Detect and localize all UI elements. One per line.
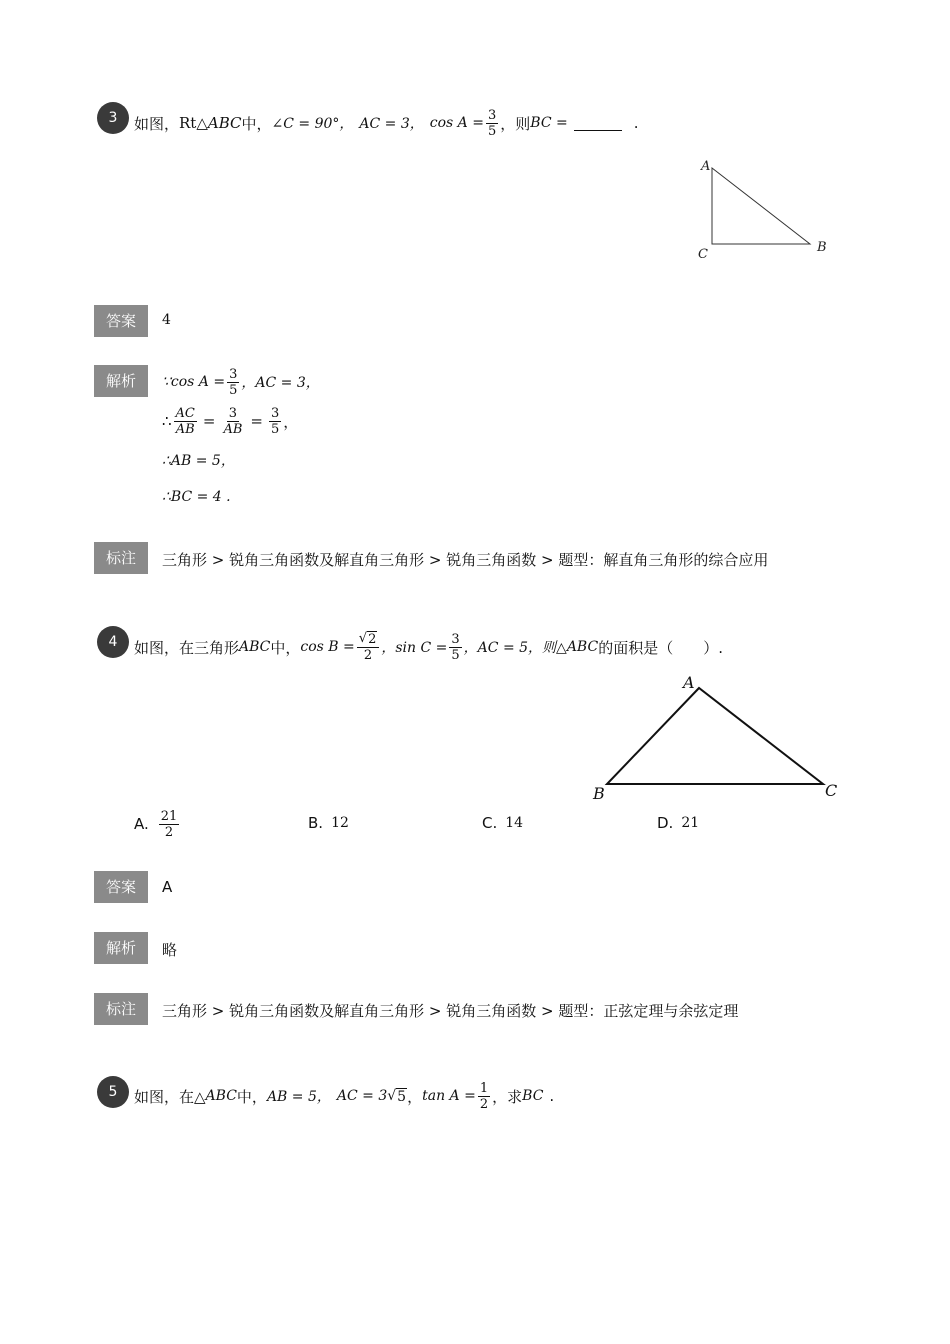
- option-c-label: C.: [482, 814, 498, 832]
- triangle-shape: [712, 168, 810, 244]
- analysis-tag: 解析: [94, 365, 148, 397]
- q5-mid: 中，: [236, 1087, 267, 1106]
- vertex-c-label: C: [698, 247, 708, 262]
- q4-mid: 中，: [270, 638, 301, 657]
- q5-tan: tan A =: [422, 1088, 476, 1104]
- q3-lead: 如图，: [134, 114, 180, 133]
- analysis-tag: 解析: [94, 932, 148, 964]
- option-d[interactable]: [657, 814, 699, 832]
- q4-cosb-fraction: √ 2 2: [357, 631, 380, 663]
- answer-tag: 答案: [94, 871, 148, 903]
- answer-value: 4: [162, 312, 171, 328]
- analysis-l1-pre: ∵cos A =: [162, 374, 226, 390]
- question-number-badge: 5: [97, 1076, 129, 1108]
- analysis-l2-fraction-3: $\frac{3}{5}$: [271, 405, 280, 437]
- sqrt-symbol: √ 2: [358, 631, 377, 647]
- analysis-l2-fraction-1: $\frac{AC}{AB}$: [175, 405, 195, 437]
- vertex-a-label: A: [701, 159, 711, 174]
- analysis-l1-fraction: $\frac{3}{5}$: [229, 366, 238, 398]
- note-text: 三角形 > 锐角三角函数及解直角三角形 > 锐角三角函数 > 题型：正弦定理与余弦定理: [162, 1002, 739, 1020]
- question-5-stem: [134, 1077, 554, 1115]
- vertex-a-label: A: [683, 673, 695, 692]
- option-a-fraction: $\frac{21}{2}$: [160, 808, 178, 840]
- option-b-value: 12: [331, 815, 349, 831]
- analysis-l1-post: ，AC = 3，: [241, 375, 320, 391]
- question-4-stem: [134, 626, 723, 668]
- q4-sinc: ，sin C =: [381, 640, 448, 656]
- option-a[interactable]: [134, 806, 181, 842]
- q5-abc: ABC: [205, 1088, 237, 1104]
- answer-value: A: [162, 878, 173, 896]
- analysis-line-2: [162, 401, 298, 441]
- q3-bc: BC =: [530, 115, 568, 131]
- answer-tag: 答案: [94, 305, 148, 337]
- question-number-badge: 3: [97, 102, 129, 134]
- option-d-label: D.: [657, 814, 674, 832]
- q3-abc: ABC: [207, 114, 242, 132]
- q5-tail: ，求: [492, 1087, 523, 1106]
- q3-ac: AC = 3，: [359, 116, 424, 132]
- option-d-value: 21: [681, 815, 700, 831]
- q4-abc2: ABC: [566, 639, 599, 655]
- q4-tail: 的面积是（ ）.: [598, 638, 723, 657]
- vertex-b-label: B: [593, 784, 605, 803]
- sqrt-symbol: √ 5: [387, 1087, 407, 1105]
- option-c-value: 14: [505, 815, 524, 831]
- analysis-l2-eq1: =: [202, 412, 216, 430]
- analysis-text: 略: [162, 941, 178, 959]
- q3-end: .: [633, 114, 639, 132]
- note-tag: 标注: [94, 542, 148, 574]
- option-b[interactable]: [308, 814, 349, 832]
- q3-then: ，则: [500, 114, 531, 133]
- analysis-line-3: ∴AB = 5，: [162, 453, 235, 469]
- q4-abc: ABC: [239, 639, 271, 655]
- analysis-line-4: ∴BC = 4 .: [162, 489, 231, 505]
- q5-ac-post: ，: [407, 1087, 423, 1106]
- note-text: 三角形 > 锐角三角函数及解直角三角形 > 锐角三角函数 > 题型：解直角三角形的综合应用: [162, 551, 769, 569]
- option-b-label: B.: [308, 814, 324, 832]
- question-number-badge: 4: [97, 626, 129, 658]
- q3-cos-fraction: $\frac{3}{5}$: [487, 107, 497, 139]
- vertex-c-label: C: [825, 781, 838, 800]
- analysis-l2-eq2: =: [250, 412, 263, 430]
- analysis-l2-fraction-2: $\frac{3}{AB}$: [223, 405, 243, 437]
- note-tag: 标注: [94, 993, 148, 1025]
- q5-ab: AB = 5，: [266, 1089, 331, 1105]
- q5-lead: 如图，在△: [134, 1087, 206, 1106]
- q5-end: .: [549, 1087, 555, 1105]
- answer-blank: [574, 116, 622, 131]
- option-c[interactable]: [482, 814, 523, 832]
- q4-cosb: cos B =: [300, 639, 355, 655]
- q3-rt: Rt△: [179, 114, 208, 132]
- triangle-figure: [585, 668, 845, 808]
- right-triangle-figure: [690, 150, 840, 265]
- q3-cos: cos A =: [429, 115, 484, 131]
- q4-ac: ，AC = 5，则△: [463, 640, 567, 656]
- q3-mid: 中，: [241, 114, 272, 133]
- question-3-stem: [134, 104, 639, 142]
- q4-lead: 如图，在三角形: [134, 638, 240, 657]
- option-a-label: A.: [134, 815, 149, 833]
- triangle-shape: [607, 688, 823, 784]
- analysis-l2-post: ，: [283, 412, 299, 431]
- analysis-line-1: [162, 362, 320, 402]
- q4-sinc-fraction: $\frac{3}{5}$: [451, 631, 460, 663]
- analysis-l2-therefore: ∴: [162, 412, 172, 430]
- q5-tan-fraction: $\frac{1}{2}$: [479, 1080, 489, 1112]
- vertex-b-label: B: [817, 240, 827, 255]
- q5-bc: BC: [522, 1088, 544, 1104]
- q5-ac: AC = 3: [336, 1088, 388, 1104]
- q3-angle: ∠C = 90°，: [271, 116, 354, 132]
